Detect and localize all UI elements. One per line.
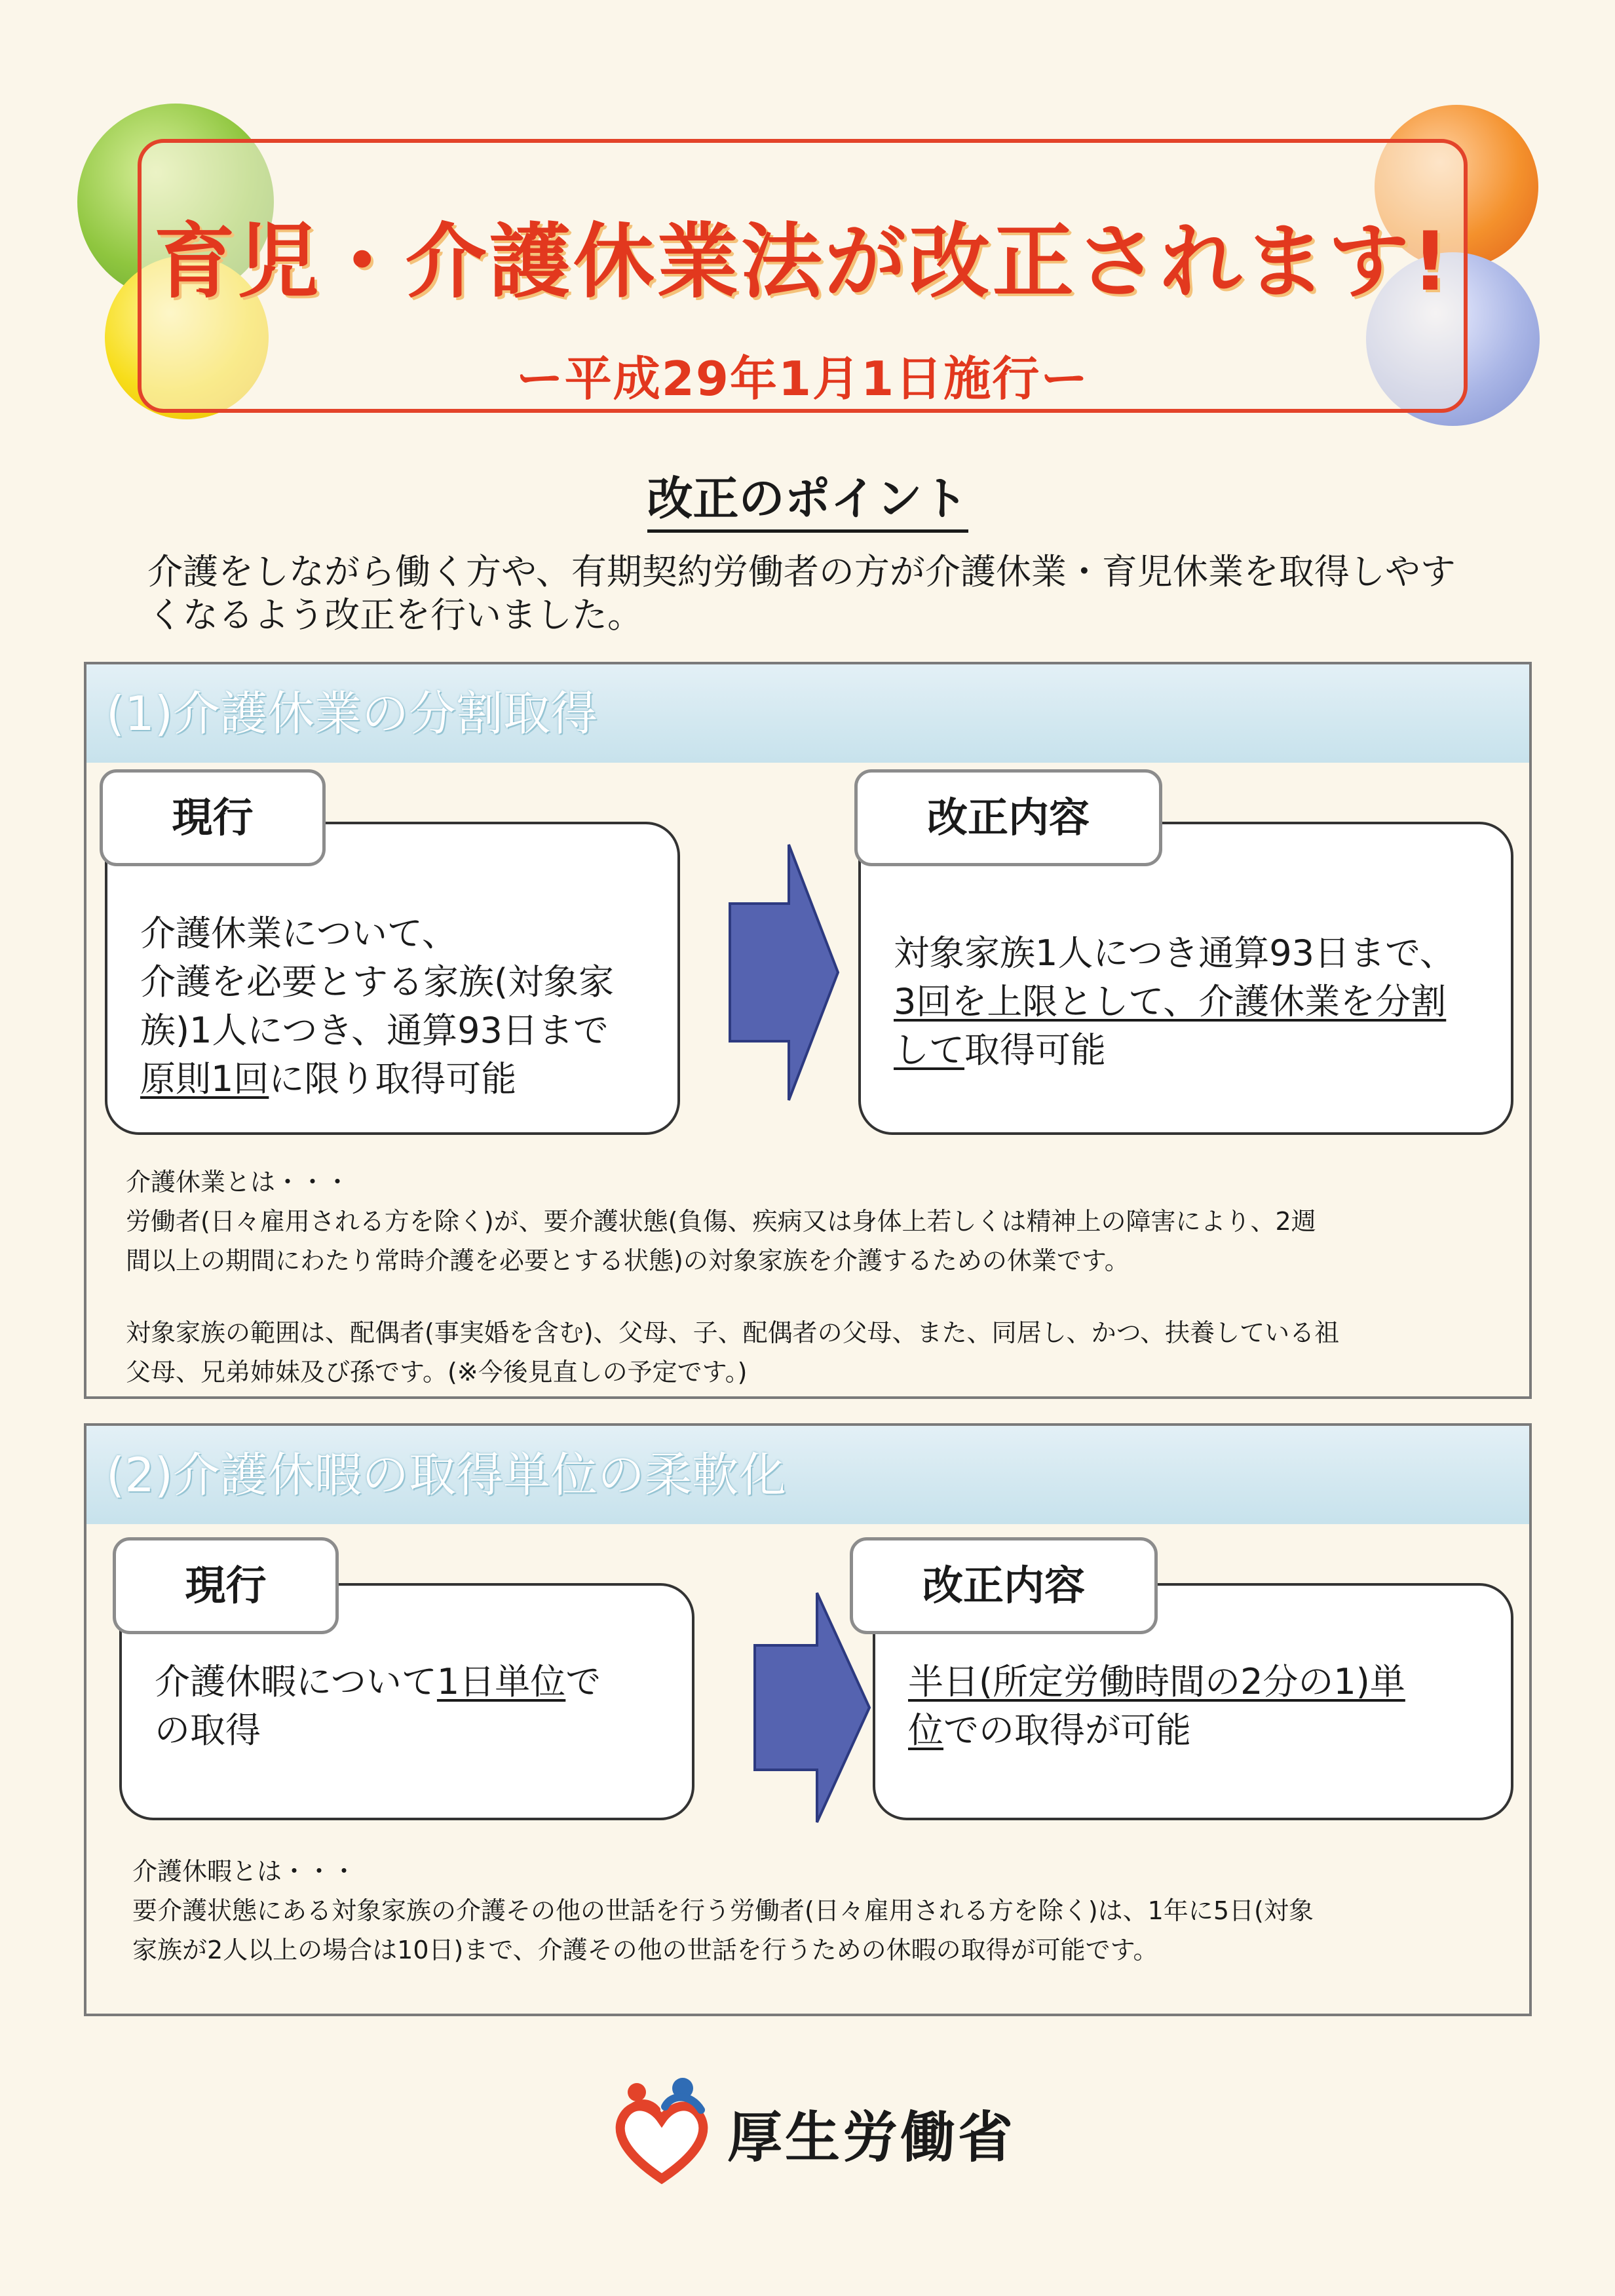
underlined-text: 3回を上限として、介護休業を分割 [894,981,1447,1022]
revised-card-text [894,929,1496,1075]
current-line-post: で [565,1661,601,1702]
current-line-rest: に限り取得可能 [269,1058,517,1100]
revised-line-rest: 取得可能 [964,1029,1106,1071]
current-label-tab: 現行 [113,1537,339,1634]
revised-line [908,1658,1498,1706]
note-spacer [126,1280,1521,1313]
revised-card [858,822,1513,1135]
current-line: 介護を必要とする家族(対象家 [140,961,615,1003]
note-line: 要介護状態にある対象家族の介護その他の世話を行う労働者(日々雇用される方を除く)は、1年に5日(対象 [132,1896,1314,1925]
revised-label-tab: 改正内容 [854,769,1162,866]
note-line: 家族が2人以上の場合は10日)まで、介護その他の世話を行うための休暇の取得が可能です。 [132,1936,1158,1964]
section-care-leave-split [84,662,1532,1399]
intro-line-2: くなるよう改正を行いました。 [147,594,643,636]
revised-line [894,1026,1496,1075]
current-card [105,822,680,1135]
note-line: 父母、兄弟姉妹及び孫です。(※今後見直しの予定です。) [126,1358,748,1387]
section-care-day-off-flex [84,1423,1532,2016]
revised-line [894,978,1496,1026]
underlined-text: 原則1回 [140,1058,269,1100]
revised-card-text [908,1658,1498,1755]
underlined-text: して [894,1029,964,1071]
current-label-tab: 現行 [100,769,326,866]
current-line [140,1055,664,1103]
effective-date: ー平成29年1月1日施行ー [516,351,1090,406]
revised-label-tab: 改正内容 [850,1537,1158,1634]
care-day-off-definition [132,1852,1521,1970]
note-heading: 介護休業とは・・・ [126,1168,351,1196]
revised-line [908,1706,1498,1755]
underlined-text: 1日単位 [436,1661,566,1702]
mhlw-logo-icon [609,2074,714,2185]
note-heading: 介護休暇とは・・・ [132,1857,357,1886]
underlined-text: 位 [908,1710,943,1751]
underlined-text: 半日(所定労働時間の2分の1)単 [908,1661,1405,1702]
intro-text [147,550,1497,637]
note-line: 間以上の期間にわたり常時介護を必要とする状態)の対象家族を介護するための休業です。 [126,1246,1130,1275]
ministry-name: 厚生労働省 [727,2105,1016,2170]
intro-line-1: 介護をしながら働く方や、有期契約労働者の方が介護休業・育児休業を取得しやす [147,551,1456,592]
section-header [86,1426,1529,1524]
current-line [155,1658,679,1706]
current-card-text [155,1658,679,1755]
current-card-text [140,909,664,1103]
revised-line: 対象家族1人につき通算93日まで、 [894,932,1455,974]
page-title: 育児・介護休業法が改正されます! [153,215,1452,309]
arrow-right-icon [710,838,841,1107]
points-heading [0,462,1615,528]
current-line: の取得 [155,1710,261,1751]
care-leave-definition [126,1162,1521,1392]
revised-line-rest: での取得が可能 [943,1710,1191,1751]
section-title: (2)介護休暇の取得単位の柔軟化 [106,1447,786,1502]
current-line: 介護休業について、 [140,913,457,954]
note-line: 労働者(日々雇用される方を除く)が、要介護状態(負傷、疾病又は身体上若しくは精神上の障害により、2週 [126,1207,1316,1236]
current-line-pre: 介護休暇について [155,1661,437,1702]
note-line: 対象家族の範囲は、配偶者(事実婚を含む)、父母、子、配偶者の父母、また、同居し、かつ、扶養している祖 [126,1318,1340,1347]
section-title: (1)介護休業の分割取得 [106,686,598,741]
section-header [86,664,1529,763]
points-heading-text: 改正のポイント [647,472,968,533]
current-line: 族)1人につき、通算93日まで [140,1010,609,1051]
